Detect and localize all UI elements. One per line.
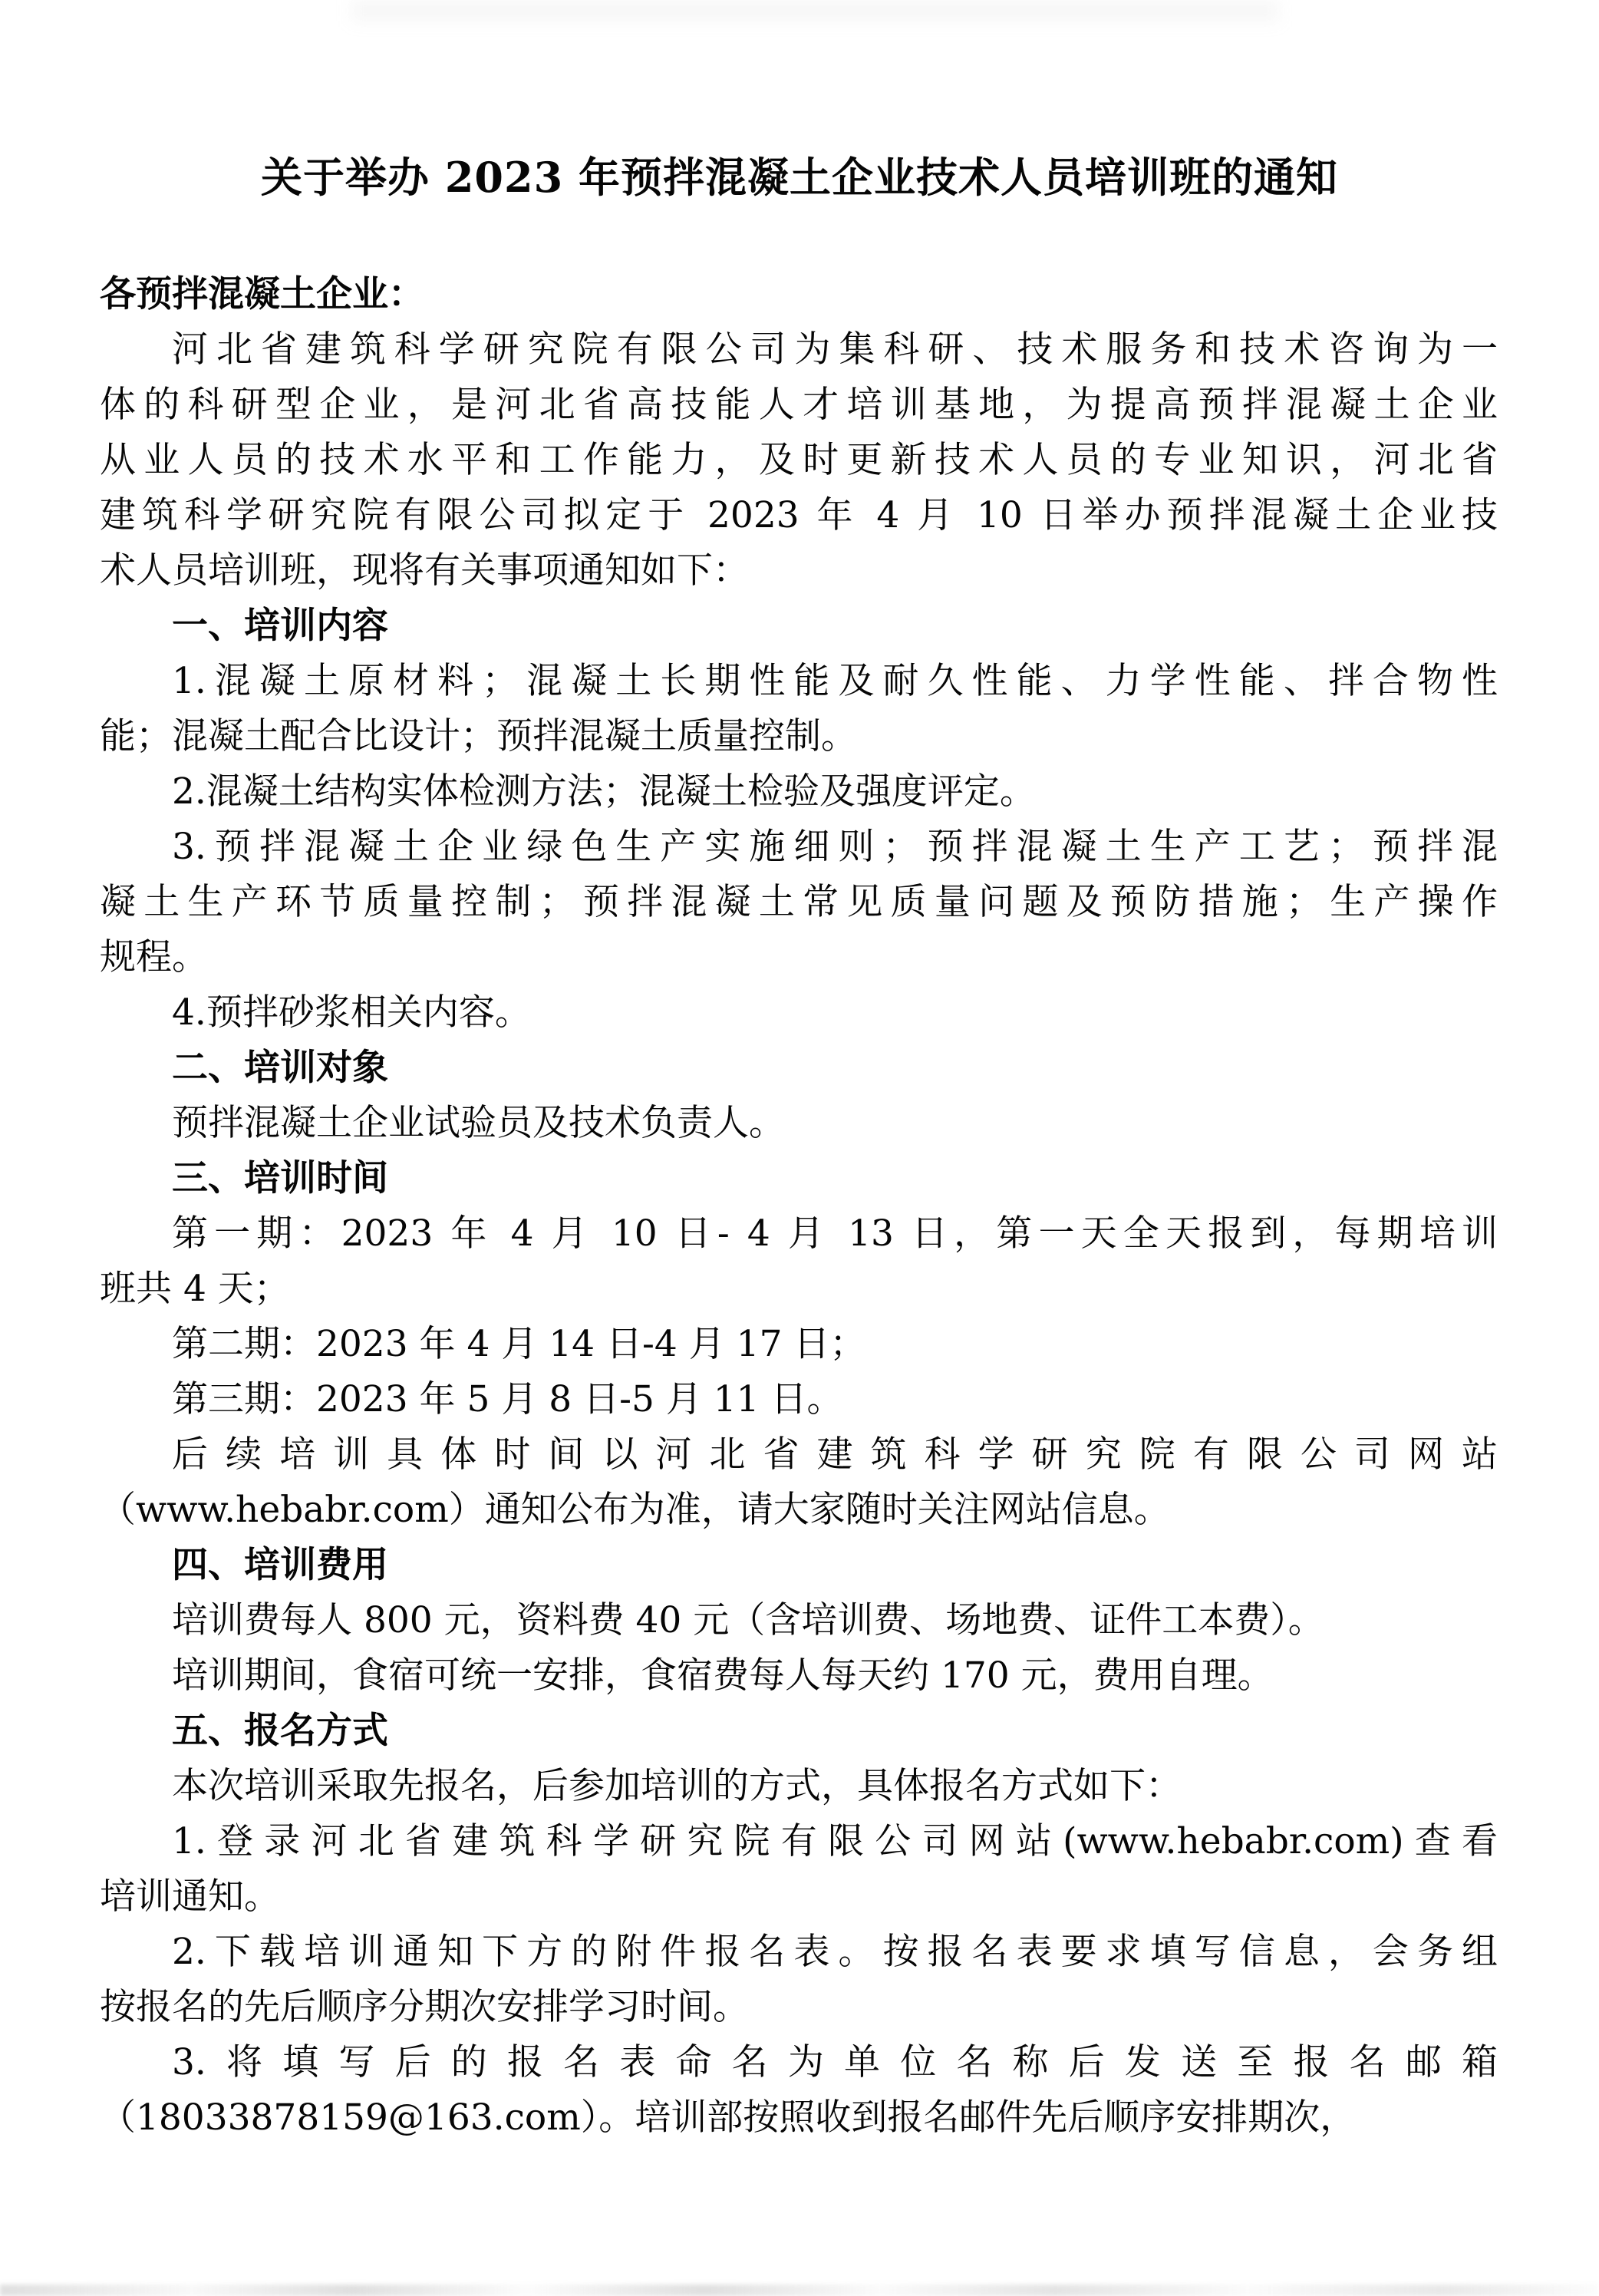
text-line: 班共 4 天； xyxy=(100,1268,290,1310)
scan-artifact-top xyxy=(351,0,1279,21)
text-line: 体的科研型企业，是河北省高技能人才培训基地，为提高预拌混凝土企业 xyxy=(100,384,1498,426)
text-line: 4.预拌砂浆相关内容。 xyxy=(172,991,531,1034)
document-title: 关于举办 2023 年预拌混凝土企业技术人员培训班的通知 xyxy=(261,153,1338,202)
text-line: 3.预拌混凝土企业绿色生产实施细则；预拌混凝土生产工艺；预拌混 xyxy=(172,826,1498,868)
text-line: 2.下载培训通知下方的附件报名表。按报名表要求填写信息，会务组 xyxy=(172,1931,1498,1973)
text-line: 凝土生产环节质量控制；预拌混凝土常见质量问题及预防措施；生产操作 xyxy=(100,881,1498,923)
text-line: 2.混凝土结构实体检测方法；混凝土检验及强度评定。 xyxy=(172,770,1036,813)
text-line: 1.登录河北省建筑科学研究院有限公司网站(www.hebabr.com)查看 xyxy=(172,1820,1498,1862)
text-line: 本次培训采取先报名，后参加培训的方式，具体报名方式如下： xyxy=(172,1765,1182,1807)
text-line: 规程。 xyxy=(100,936,208,978)
text-line: （18033878159@163.com）。培训部按照收到报名邮件先后顺序安排期次， xyxy=(100,2096,1357,2139)
text-line: 从业人员的技术水平和工作能力，及时更新技术人员的专业知识，河北省 xyxy=(100,439,1498,481)
text-line: 第二期：2023 年 4 月 14 日-4 月 17 日； xyxy=(172,1323,866,1365)
text-line: 第一期：2023 年 4 月 10 日- 4 月 13 日，第一天全天报到，每期培训 xyxy=(172,1212,1498,1255)
text-line: 按报名的先后顺序分期次安排学习时间。 xyxy=(100,1986,749,2028)
text-line: 建筑科学研究院有限公司拟定于 2023 年 4 月 10 日举办预拌混凝土企业技 xyxy=(100,494,1498,536)
text-line: 3.将填写后的报名表命名为单位名称后发送至报名邮箱 xyxy=(172,2041,1498,2083)
text-line: 1.混凝土原材料；混凝土长期性能及耐久性能、力学性能、拌合物性 xyxy=(172,660,1498,702)
text-line: 第三期：2023 年 5 月 8 日-5 月 11 日。 xyxy=(172,1378,843,1420)
text-line: 培训期间，食宿可统一安排，食宿费每人每天约 170 元，费用自理。 xyxy=(172,1654,1274,1697)
text-line: 培训费每人 800 元，资料费 40 元（含培训费、场地费、证件工本费）。 xyxy=(172,1599,1324,1641)
text-line: 能；混凝土配合比设计；预拌混凝土质量控制。 xyxy=(100,715,857,757)
text-line: 各预拌混凝土企业： xyxy=(100,273,424,315)
text-line: 二、培训对象 xyxy=(172,1047,388,1089)
text-line: 后续培训具体时间以河北省建筑科学研究院有限公司网站 xyxy=(172,1433,1498,1476)
document-body xyxy=(100,267,1498,2146)
text-line: 预拌混凝土企业试验员及技术负责人。 xyxy=(172,1102,785,1144)
text-line: 五、报名方式 xyxy=(172,1710,388,1752)
text-line: 四、培训费用 xyxy=(172,1544,388,1586)
scan-artifact-bottom xyxy=(0,2284,1599,2296)
text-line: （www.hebabr.com）通知公布为准，请大家随时关注网站信息。 xyxy=(100,1489,1170,1531)
text-line: 三、培训时间 xyxy=(172,1157,388,1199)
text-line: 术人员培训班，现将有关事项通知如下： xyxy=(100,549,749,592)
text-line: 河北省建筑科学研究院有限公司为集科研、技术服务和技术咨询为一 xyxy=(172,328,1498,371)
text-line: 一、培训内容 xyxy=(172,605,388,647)
text-line: 培训通知。 xyxy=(100,1875,280,1918)
